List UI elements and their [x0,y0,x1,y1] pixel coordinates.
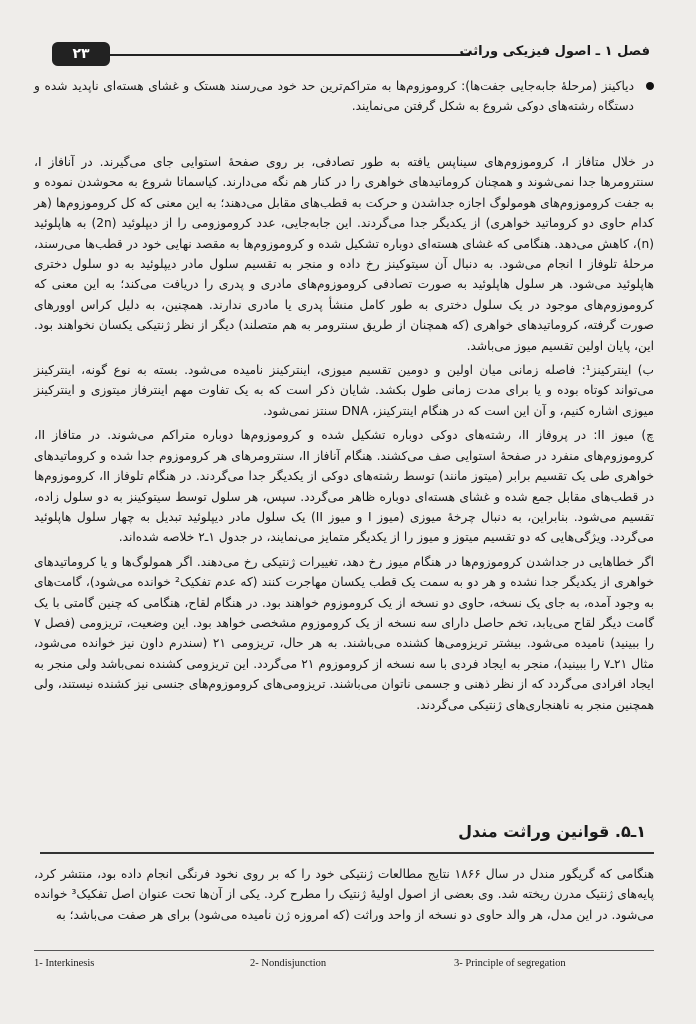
footnote-2: 2- Nondisjunction [250,958,327,969]
footnote-1: 1- Interkinesis [34,958,95,969]
bullet-item [34,76,654,117]
footnote-3: 3- Principle of segregation [454,958,566,969]
section-rule [40,852,654,854]
section-text [34,864,654,925]
paragraph-mendel: هنگامی که گریگور مندل در سال ۱۸۶۶ نتایج مطالعات ژنتیکی خود را که بر روی نخود فرنگی انجام داده بود، منتشر کرد، پایه‌های ژنتیک مدرن ریخته شد. وی بعضی از اصول اولیهٔ ژنتیک را مطرح کرد. یکی از آن‌ها تحت عنوان اصل تفکیک³ خوانده می‌شود. در این مدل، هر والد حاوی دو نسخه از واحد وراثت (که امروزه ژن نامیده می‌شود) برای هر صفت می‌باشد؛ به [34,867,655,922]
section-title [458,822,646,841]
paragraph-nondisjunction: اگر خطاهایی در جداشدن کروموزوم‌ها در هنگام میوز رخ دهد، تغییرات ژنتیکی رخ می‌دهند. اگر همولوگ‌ها و یا کروماتیدهای خواهری از یکدیگر جدا نشده و هر دو به سمت یک قطب یکسان مهاجرت کنند (که عدم تفکیک² خوانده می‌شود)، گامت‌های به وجود آمده، به جای یک نسخه، حاوی دو نسخه از یک کروموزوم خواهند بود. در هنگام لقاح، هنگامی که چنین گامتی با یک گامت دیگر لقاح می‌یابد، تخم حاصل دارای سه نسخه از یک کروموزوم مشخصی خواهد بود. این وضعیت، تریزومی (فصل ۷ را ببینید) نامیده می‌شود. بیشتر تریزومی‌ها کشنده می‌باشند. به هر حال، تریزومی ۲۱ (سندرم داون نیز خوانده می‌شود، مثال ۲۱ـ۷ را ببینید)، منجر به ایجاد فردی با سه نسخه از کروموزوم ۲۱ می‌گردد. این تریزومی کشنده نمی‌باشد ولی منجر به ایجاد افرادی می‌گردد که از نظر ذهنی و جسمی ناتوان می‌باشند. تریزومی‌های کروموزوم‌های جنسی نیز کشنده نیستند، ولی همچنین منجر به ناهنجاری‌های ژنتیکی می‌گردند. [34,554,654,712]
section-title-text: قوانین وراثت مندل [458,822,610,841]
paragraph-interkinesis: ب) اینترکینز¹: فاصله زمانی میان اولین و دومین تقسیم میوزی، اینترکینز نامیده می‌شود. بسته به نوع گونه، اینترکینز می‌تواند کوتاه بوده و یا برای مدت زمانی طول بکشد. شایان ذکر است که به یک تفاوت مهم اینترفاز میتوزی و اینترکینز میوزی اشاره کنیم، و آن این است که در هنگام اینترکینز، DNA سنتز نمی‌شود. [34,363,655,418]
footnotes [34,958,654,974]
bullet-text: دیاکینز (مرحلهٔ جابه‌جایی جفت‌ها): کروموزوم‌ها به متراکم‌ترین حد خود می‌رسند هستک و غشای هسته‌ای ناپدید شده و دستگاه رشته‌های دوکی شروع به شکل گرفتن می‌نمایند. [34,79,634,114]
bullet-block [34,76,654,117]
bullet-dot-icon [646,82,654,90]
section-heading [40,820,654,850]
header-rule [110,54,470,56]
paragraph-metaphase: در خلال متافاز I، کروموزوم‌های سیناپس یافته به طور تصادفی، بر روی صفحهٔ استوایی جای می‌گیرند. در آنافاز I، سنترومرها جدا نمی‌شوند و همچنان کروماتیدهای خواهری را در کنار هم نگه می‌دارند. کیاسماتا شروع به محوشدن نموده و به جفت کروموزوم‌های هومولوگ اجازه جداشدن و حرکت به قطب‌های مقابل می‌دهند؛ به این معنی که کل کروموزوم‌ها (هر کدام حاوی دو کروماتید خواهری) از یکدیگر جدا می‌گردند. این جابه‌جایی، عدد کروموزومی را از دیپلوئید (2n) به هاپلوئید (n)، کاهش می‌دهد. هنگامی که غشای هسته‌ای دوباره تشکیل شده و کروموزوم‌ها به مقصد نهایی خود در قطب‌ها می‌رسند، مرحلهٔ تلوفاز I انجام می‌شود. به دنبال آن سیتوکینز رخ داده و منجر به تقسیم سلول مادر دیپلوئید به دو سلول دختری هاپلوئید می‌شود. هر سلول هاپلوئید به صورت تصادفی کروموزوم‌های مادری و پدری را دریافت می‌کند؛ به این معنی که کروموزوم‌های موجود در یک سلول دختری به طور کامل منشأ پدری یا مادری ندارند. همچنین، به دلیل کراس اوورهای صورت گرفته، کروماتیدهای خواهری (که همچنان از طریق سنترومر به هم متصلند) دیگر از نظر ژنتیکی یکسان نخواهند بود. این، پایان اولین تقسیم میوز می‌باشد. [34,155,654,353]
paragraph-meiosis-2: چ) میوز II: در پروفاز II، رشته‌های دوکی دوباره تشکیل شده و کروموزوم‌ها دوباره متراکم می‌شوند. در متافاز II، کروموزوم‌های منفرد در صفحهٔ استوایی صف می‌کشند. هنگام آنافاز II، سنترومرهای هر کروموزوم جدا شده و کروماتیدهای خواهری طی یک تقسیم برابر (میتوز مانند) توسط رشته‌های دوکی از یکدیگر جدا می‌گردند. در هنگام تلوفاز II، کروموزوم‌ها در قطب‌های مقابل جمع شده و غشای هسته‌ای دوباره ظاهر می‌گردد. سپس، هر سلول توسط سیتوکینز به دو سلول زاده، تقسیم می‌شود. بنابراین، به دنبال چرخهٔ میوزی (میوز I و میوز II) یک سلول مادر دیپلوئید تبدیل به چهار سلول هاپلوئید می‌گردد. ویژگی‌هایی که دو تقسیم میتوز و میوز را از یکدیگر متمایز می‌نمایند، در جدول ۱ـ۲ خلاصه شده‌اند. [34,428,654,545]
page-header [40,38,650,70]
page-number: ۲۳ [52,42,110,66]
main-text [34,152,654,719]
chapter-title: فصل ۱ ـ اصول فیزیکی وراثت [459,44,650,59]
section-number: ۱ـ۵. [614,822,646,841]
footnote-rule [34,950,654,951]
